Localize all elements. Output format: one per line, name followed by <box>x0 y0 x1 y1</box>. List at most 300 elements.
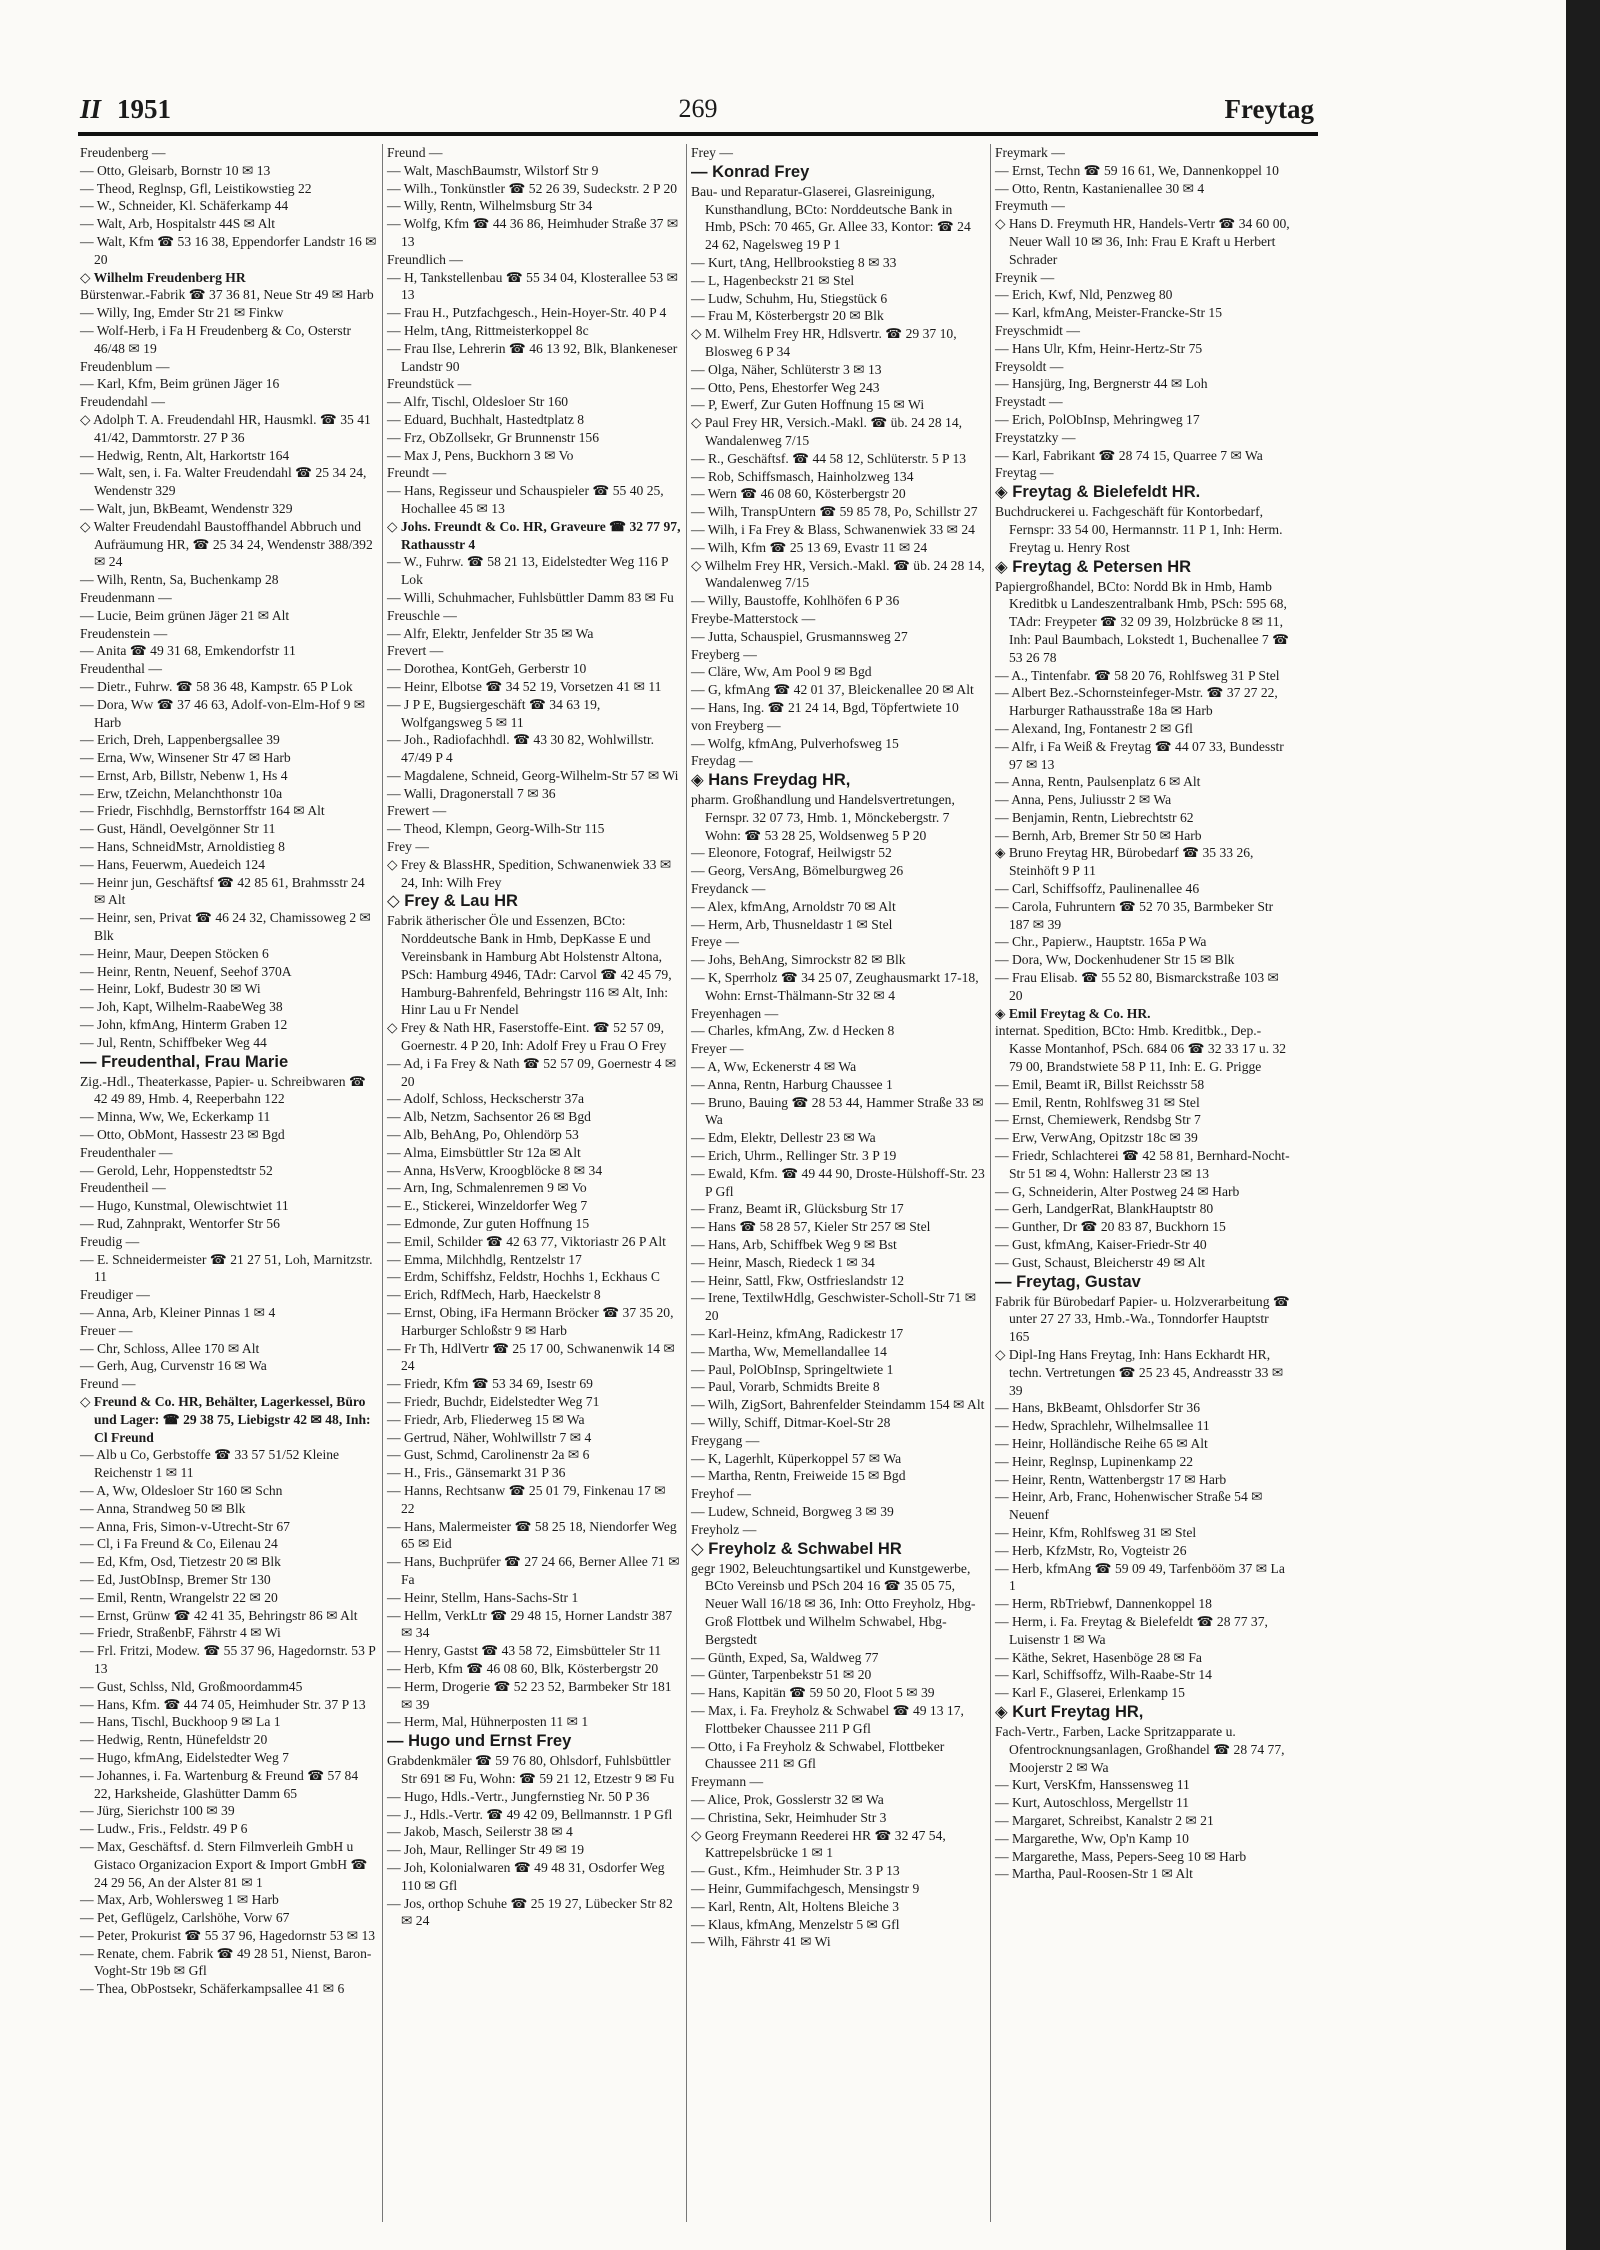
directory-entry: — Eduard, Buchhalt, Hastedtplatz 8 <box>387 411 585 427</box>
directory-entry: — Lucie, Beim grünen Jäger 21 ✉ Alt <box>80 607 290 623</box>
directory-entry: — Anna, Arb, Kleiner Pinnas 1 ✉ 4 <box>80 1305 276 1320</box>
directory-entry: — Otto, Rentn, Kastanienallee 30 ✉ 4 <box>995 180 1205 196</box>
directory-entry: — Ernst, Obing, iFa Hermann Bröcker ☎ 37 35 20, Harburger Schloßstr 9 ✉ Harb <box>387 1305 674 1338</box>
directory-entry: — Freytag, Gustav <box>995 1272 1141 1291</box>
directory-entry: — Erw, tZeichn, Melanchthonstr 10a <box>80 785 283 801</box>
directory-entry: — Hugo und Ernst Frey <box>387 1732 572 1751</box>
directory-entry: — Ed, JustObInsp, Bremer Str 130 <box>80 1571 271 1587</box>
directory-entry: — Paul, Vorarb, Schmidts Breite 8 <box>691 1379 880 1395</box>
directory-entry: — Hans Ulr, Kfm, Heinr-Hertz-Str 75 <box>995 340 1203 356</box>
directory-entry: — Gust, Schmd, Carolinenstr 2a ✉ 6 <box>387 1447 590 1463</box>
directory-entry: — Jul, Rentn, Schiffbeker Weg 44 <box>80 1034 267 1050</box>
directory-entry: — Willi, Schuhmacher, Fuhlsbüttler Damm 83 ✉ Fu <box>387 589 674 605</box>
directory-entry: ◇ Freund & Co. HR, Behälter, Lagerkessel, Büro und Lager: ☎ 29 38 75, Liebigstr 42 ✉ 48, Inh: Cl Freund <box>80 1393 371 1445</box>
directory-entry: — Ludw, Schuhm, Hu, Stiegstück 6 <box>691 290 888 306</box>
directory-entry: — Gust, Schaust, Bleicherstr 49 ✉ Alt <box>995 1254 1205 1270</box>
directory-entry: — Herb, KfzMstr, Ro, Vogteistr 26 <box>995 1542 1187 1558</box>
surname-heading: Freyholz — <box>691 1521 757 1537</box>
surname-heading: Freyschmidt — <box>995 322 1080 338</box>
directory-entry: — Heinr, Lokf, Budestr 30 ✉ Wi <box>80 981 261 997</box>
directory-entry: — Benjamin, Rentn, Liebrechtstr 62 <box>995 809 1194 825</box>
directory-entry: — E., Stickerei, Winzeldorfer Weg 7 <box>387 1198 588 1214</box>
directory-entry: — Gerh, Aug, Curvenstr 16 ✉ Wa <box>80 1358 267 1374</box>
directory-entry: — Walt, Kfm ☎ 53 16 38, Eppendorfer Landstr 16 ✉ 20 <box>80 233 377 267</box>
directory-entry: — Konrad Frey <box>691 162 810 181</box>
directory-entry: — Hedwig, Rentn, Hünefeldstr 20 <box>80 1732 268 1748</box>
directory-entry: — Frau Elisab. ☎ 55 52 80, Bismarckstraße 103 ✉ 20 <box>995 970 1279 1003</box>
directory-entry: — Wilh, i Fa Frey & Blass, Schwanenwiek 33 ✉ 24 <box>691 521 975 537</box>
directory-entry: — Hans, BkBeamt, Ohlsdorfer Str 36 <box>995 1400 1201 1416</box>
directory-entry: — W., Schneider, Kl. Schäferkamp 44 <box>80 198 289 214</box>
directory-entry: — Max J, Pens, Buckhorn 3 ✉ Vo <box>387 447 574 463</box>
directory-entry: — Karl, Schiffsoffz, Wilh-Raabe-Str 14 <box>995 1667 1212 1683</box>
directory-entry: — Martha, Ww, Memellandallee 14 <box>691 1343 887 1359</box>
directory-entry: — Ludew, Schneid, Borgweg 3 ✉ 39 <box>691 1503 894 1519</box>
directory-entry: — Alb u Co, Gerbstoffe ☎ 33 57 51/52 Kleine Reichenstr 1 ✉ 11 <box>80 1447 340 1481</box>
directory-entry: — Anna, Rentn, Paulsenplatz 6 ✉ Alt <box>995 774 1201 790</box>
directory-entry: — John, kfmAng, Hinterm Graben 12 <box>80 1017 288 1033</box>
directory-entry: — Wolf-Herb, i Fa H Freudenberg & Co, Osterstr 46/48 ✉ 19 <box>80 322 351 356</box>
directory-entry: — Willy, Schiff, Ditmar-Koel-Str 28 <box>691 1414 891 1430</box>
directory-entry: — Chr., Papierw., Hauptstr. 165a P Wa <box>995 934 1207 950</box>
surname-heading: Freudentheil — <box>80 1180 166 1196</box>
directory-entry: — Paul, PolObInsp, Springeltwiete 1 <box>691 1361 894 1377</box>
directory-entry: Fabrik für Bürobedarf Papier- u. Holzverarbeitung ☎ unter 27 27 33, Hmb.-Wa., Tonndorfer Hauptstr 165 <box>995 1293 1290 1345</box>
directory-entry: — Joh., Radiofachhdl. ☎ 43 30 82, Wohlwillstr. 47/49 P 4 <box>387 732 655 766</box>
column-3 <box>686 144 990 2222</box>
directory-entry: — Joh, Kapt, Wilhelm-RaabeWeg 38 <box>80 999 283 1015</box>
directory-entry: — Joh, Kolonialwaren ☎ 49 48 31, Osdorfer Weg 110 ✉ Gfl <box>387 1859 665 1893</box>
directory-entry: — Ernst, Arb, Billstr, Nebenw 1, Hs 4 <box>80 767 288 783</box>
directory-entry: — Anna, HsVerw, Kroogblöcke 8 ✉ 34 <box>387 1162 603 1178</box>
directory-entry: — Günter, Tarpenbekstr 51 ✉ 20 <box>691 1667 872 1683</box>
directory-entry: — J., Hdls.-Vertr. ☎ 49 42 09, Bellmannstr. 1 P Gfl <box>387 1806 673 1822</box>
directory-entry: — Dietr., Fuhrw. ☎ 58 36 48, Kampstr. 65 P Lok <box>80 678 353 694</box>
directory-entry: ◇ Frey & Nath HR, Faserstoffe-Eint. ☎ 52 57 09, Goernestr. 4 P 20, Inh: Adolf Frey u Frau O Frey <box>387 1020 667 1054</box>
column-2 <box>382 144 686 2222</box>
directory-page <box>78 92 1318 2222</box>
directory-entry: — Dora, Ww ☎ 37 46 63, Adolf-von-Elm-Hof 9 ✉ Harb <box>80 696 366 730</box>
directory-entry: ◈ Emil Freytag & Co. HR. <box>995 1005 1151 1021</box>
surname-heading: Freytag — <box>995 465 1054 481</box>
directory-entry: — Ad, i Fa Frey & Nath ☎ 52 57 09, Goernestr 4 ✉ 20 <box>387 1055 677 1089</box>
directory-entry: ◇ Wilhelm Freudenberg HR <box>80 269 246 285</box>
directory-entry: — Hans, Tischl, Buckhoop 9 ✉ La 1 <box>80 1714 281 1730</box>
directory-entry: — Heinr, Elbotse ☎ 34 52 19, Vorsetzen 41 ✉ 11 <box>387 678 662 694</box>
surname-heading: Freymuth — <box>995 198 1065 214</box>
directory-entry: — Hedw, Sprachlehr, Wilhelmsallee 11 <box>995 1418 1210 1434</box>
directory-entry: — Erna, Ww, Winsener Str 47 ✉ Harb <box>80 750 291 766</box>
directory-entry: — K, Sperrholz ☎ 34 25 07, Zeughausmarkt 17-18, Wohn: Ernst-Thälmann-Str 32 ✉ 4 <box>691 970 979 1003</box>
directory-entry: — Karl F., Glaserei, Erlenkamp 15 <box>995 1685 1185 1701</box>
directory-entry: — Frz, ObZollsekr, Gr Brunnenstr 156 <box>387 429 600 445</box>
directory-entry: — Walt, Arb, Hospitalstr 44S ✉ Alt <box>80 216 276 232</box>
directory-entry: — Frau H., Putzfachgesch., Hein-Hoyer-Str. 40 P 4 <box>387 305 667 321</box>
surname-heading: von Freyberg — <box>691 717 781 733</box>
directory-entry: — P, Ewerf, Zur Guten Hoffnung 15 ✉ Wi <box>691 397 925 413</box>
directory-entry: — Carola, Fuhruntern ☎ 52 70 35, Barmbeker Str 187 ✉ 39 <box>995 898 1274 932</box>
directory-entry: — Erich, Uhrm., Rellinger Str. 3 P 19 <box>691 1148 897 1164</box>
directory-entry: — Jürg, Sierichstr 100 ✉ 39 <box>80 1803 235 1819</box>
directory-entry: — Herm, i. Fa. Freytag & Bielefeldt ☎ 28 77 37, Luisenstr 1 ✉ Wa <box>995 1613 1268 1647</box>
directory-entry: — Willy, Rentn, Wilhelmsburg Str 34 <box>387 198 593 214</box>
directory-entry: Zig.-Hdl., Theaterkasse, Papier- u. Schreibwaren ☎ 42 49 89, Hmb. 4, Reeperbahn 122 <box>80 1073 366 1107</box>
directory-entry: — Karl, Rentn, Alt, Holtens Bleiche 3 <box>691 1898 900 1914</box>
directory-entry: — H, Tankstellenbau ☎ 55 34 04, Klosterallee 53 ✉ 13 <box>387 269 679 303</box>
directory-entry: — Anna, Strandweg 50 ✉ Blk <box>80 1500 246 1516</box>
surname-heading: Freybe-Matterstock — <box>691 610 816 626</box>
directory-entry: ◇ Paul Frey HR, Versich.-Makl. ☎ üb. 24 28 14, Wandalenweg 7/15 <box>691 415 963 448</box>
directory-entry: — K, Lagerhlt, Küperkoppel 57 ✉ Wa <box>691 1450 902 1466</box>
directory-entry: — Frl. Fritzi, Modew. ☎ 55 37 96, Hagedornstr. 53 P 13 <box>80 1643 376 1676</box>
surname-heading: Freudig — <box>80 1233 140 1249</box>
surname-heading: Freudenblum — <box>80 358 170 374</box>
directory-entry: — Karl, Fabrikant ☎ 28 74 15, Quarree 7 ✉ Wa <box>995 447 1263 463</box>
directory-entry: ◇ Georg Freymann Reederei HR ☎ 32 47 54, Kattrepelsbrücke 1 ✉ 1 <box>691 1827 946 1861</box>
directory-entry: — G, kfmAng ☎ 42 01 37, Bleickenallee 20 ✉ Alt <box>691 682 974 698</box>
directory-entry: — Emil, Schilder ☎ 42 63 77, Viktoriastr 26 P Alt <box>387 1233 666 1249</box>
surname-heading: Freynik — <box>995 269 1055 285</box>
directory-entry: — Heinr, Gummifachgesch, Mensingstr 9 <box>691 1880 920 1896</box>
directory-entry: — Charles, kfmAng, Zw. d Hecken 8 <box>691 1023 895 1039</box>
directory-entry: — Hans ☎ 58 28 57, Kieler Str 257 ✉ Stel <box>691 1219 931 1235</box>
surname-heading: Freudenthal — <box>80 661 162 677</box>
directory-entry: ◈ Bruno Freytag HR, Bürobedarf ☎ 35 33 26, Steinhöft 9 P 11 <box>995 845 1254 879</box>
surname-heading: Freystadt — <box>995 394 1063 410</box>
directory-entry: — Jakob, Masch, Seilerstr 38 ✉ 4 <box>387 1824 573 1840</box>
surname-heading: Freudendahl — <box>80 394 165 410</box>
directory-entry: — Alb, BehAng, Po, Ohlendörp 53 <box>387 1127 579 1143</box>
directory-entry: — Erich, Dreh, Lappenbergsallee 39 <box>80 732 280 748</box>
directory-entry: internat. Spedition, BCto: Hmb. Kreditbk., Dep.-Kasse Montanhof, PSch. 684 06 ☎ 32 33 17 u. 32 79 00, Brandstwiete 58 P 11, Inh: E. G. Prigge <box>995 1023 1287 1075</box>
surname-heading: Freyer — <box>691 1041 744 1057</box>
directory-entry: — Adolf, Schloss, Heckscherstr 37a <box>387 1091 585 1107</box>
directory-entry: — Olga, Näher, Schlüterstr 3 ✉ 13 <box>691 361 882 377</box>
directory-entry: — Walli, Dragonerstall 7 ✉ 36 <box>387 785 556 801</box>
directory-entry: Bürstenwar.-Fabrik ☎ 37 36 81, Neue Str 49 ✉ Harb <box>80 287 374 303</box>
directory-entry: — Alex, kfmAng, Arnoldstr 70 ✉ Alt <box>691 898 896 914</box>
directory-entry: pharm. Großhandlung und Handelsvertretungen, Fernspr. 32 07 73, Hmb. 1, Mönckebergstr. 7 Wohn: ☎ 53 28 25, Woldsenweg 5 P 20 <box>691 792 955 843</box>
directory-entry: — Hans, Kapitän ☎ 59 50 20, Floot 5 ✉ 39 <box>691 1685 935 1701</box>
directory-entry: Papiergroßhandel, BCto: Nordd Bk in Hmb, Hamb Kreditbk u Landeszentralbank Hmb, PSch: 595 68, TAdr: Freypeter ☎ 32 09 39, Holzbrücke 8 ✉ 11, Inh: Paul Baumbach, Lokstedt 1, Buchenallee 7 ☎ 53 26 78 <box>995 578 1290 665</box>
surname-heading: Frevert — <box>387 643 444 659</box>
scan-edge <box>1566 0 1600 2250</box>
directory-entry: — Wilh., Tonkünstler ☎ 52 26 39, Sudeckstr. 2 P 20 <box>387 180 678 196</box>
surname-heading: Freyberg — <box>691 646 757 662</box>
directory-entry: — Alma, Eimsbüttler Str 12a ✉ Alt <box>387 1144 581 1160</box>
directory-entry: — Franz, Beamt iR, Glücksburg Str 17 <box>691 1201 904 1217</box>
surname-heading: Freund — <box>387 145 443 160</box>
directory-entry: ◇ Freyholz & Schwabel HR <box>691 1539 902 1558</box>
column-container <box>78 144 1318 2222</box>
directory-entry: — Freudenthal, Frau Marie <box>80 1052 289 1071</box>
surname-heading: Freymark — <box>995 145 1065 160</box>
surname-heading: Freudenstein — <box>80 625 168 641</box>
directory-entry: — Johannes, i. Fa. Wartenburg & Freund ☎ 57 84 22, Harksheide, Glashütter Damm 65 <box>80 1767 359 1801</box>
surname-heading: Freymann — <box>691 1774 764 1790</box>
directory-entry: — Hans, Ing. ☎ 21 24 14, Bgd, Töpfertwiete 10 <box>691 699 959 715</box>
directory-entry: — Margaret, Schreibst, Kanalstr 2 ✉ 21 <box>995 1812 1214 1828</box>
directory-entry: ◇ M. Wilhelm Frey HR, Hdlsvertr. ☎ 29 37 10, Blosweg 6 P 34 <box>691 326 957 359</box>
directory-entry: — Margarethe, Mass, Pepers-Seeg 10 ✉ Harb <box>995 1848 1247 1864</box>
page-number: 269 <box>678 94 718 123</box>
directory-entry: — A, Ww, Eckenerstr 4 ✉ Wa <box>691 1059 857 1075</box>
directory-entry: — Wolfg, Kfm ☎ 44 36 86, Heimhuder Straße 37 ✉ 13 <box>387 216 679 249</box>
column-4 <box>990 144 1294 2222</box>
directory-entry: — Hugo, Hdls.-Vertr., Jungfernstieg Nr. 50 P 36 <box>387 1788 650 1804</box>
surname-heading: Freystatzky — <box>995 429 1076 445</box>
directory-entry: — Emil, Rentn, Wrangelstr 22 ✉ 20 <box>80 1589 278 1605</box>
directory-entry: — Erich, PolObInsp, Mehringweg 17 <box>995 411 1200 427</box>
directory-entry: — Renate, chem. Fabrik ☎ 49 28 51, Nienst, Baron-Voght-Str 19b ✉ Gfl <box>80 1945 372 1979</box>
surname-heading: Freydanck — <box>691 881 766 897</box>
surname-heading: Freudenberg — <box>80 145 166 160</box>
directory-entry: Grabdenkmäler ☎ 59 76 80, Ohlsdorf, Fuhlsbüttler Str 691 ✉ Fu, Wohn: ☎ 59 21 12, Etzestr 9 ✉ Fu <box>387 1753 675 1786</box>
directory-entry: — Friedr, Fischhdlg, Bernstorffstr 164 ✉ Alt <box>80 803 325 819</box>
directory-entry: — Jutta, Schauspiel, Grusmannsweg 27 <box>691 628 908 644</box>
directory-entry: — Thea, ObPostsekr, Schäferkampsallee 41 ✉ 6 <box>80 1981 345 1997</box>
directory-entry: — Heinr, Holländische Reihe 65 ✉ Alt <box>995 1435 1208 1451</box>
directory-entry: — W., Fuhrw. ☎ 58 21 13, Eidelstedter Weg 116 P Lok <box>387 554 669 588</box>
directory-entry: — Frau Ilse, Lehrerin ☎ 46 13 92, Blk, Blankeneser Landstr 90 <box>387 340 678 374</box>
surname-heading: Freundt — <box>387 465 447 481</box>
directory-entry: — Georg, VersAng, Bömelburgweg 26 <box>691 863 904 879</box>
directory-entry: gegr 1902, Beleuchtungsartikel und Kunstgewerbe, BCto Vereinsb und PSch 204 16 ☎ 35 05 75, Neuer Wall 16/18 ✉ 36, Inh: Otto Freyholz, Hbg-Groß Flottbek und Wilhelm Schwabel, Hbg-Bergstedt <box>691 1560 976 1647</box>
directory-entry: — Alexand, Ing, Fontanestr 2 ✉ Gfl <box>995 720 1193 736</box>
directory-entry: — Frau M, Kösterbergstr 20 ✉ Blk <box>691 308 884 324</box>
directory-entry: — Chr, Schloss, Allee 170 ✉ Alt <box>80 1340 260 1356</box>
directory-entry: — Dorothea, KontGeh, Gerberstr 10 <box>387 661 587 677</box>
directory-entry: — Hans, Buchprüfer ☎ 27 24 66, Berner Allee 71 ✉ Fa <box>387 1554 680 1587</box>
directory-entry: — Dora, Ww, Dockenhudener Str 15 ✉ Blk <box>995 952 1235 968</box>
directory-entry: — Hellm, VerkLtr ☎ 29 48 15, Horner Landstr 387 ✉ 34 <box>387 1607 673 1641</box>
directory-entry: — Anita ☎ 49 31 68, Emkendorfstr 11 <box>80 643 296 659</box>
directory-entry: ◈ Hans Freydag HR, <box>691 771 851 790</box>
directory-entry: — Wilh, TranspUntern ☎ 59 85 78, Po, Schillstr 27 <box>691 504 978 520</box>
directory-entry: — Heinr, Rentn, Neuenf, Seehof 370A <box>80 963 292 979</box>
directory-entry: — Heinr, Rentn, Wattenbergstr 17 ✉ Harb <box>995 1471 1227 1487</box>
directory-entry: — Max, Geschäftsf. d. Stern Filmverleih GmbH u Gistaco Organizacion Export & Import GmbH ☎ 24 29 56, An der Alster 81 ✉ 1 <box>80 1838 368 1890</box>
directory-entry: — Alfr, Tischl, Oldesloer Str 160 <box>387 394 569 410</box>
directory-entry: — Henry, Gastst ☎ 43 58 72, Eimsbütteler Str 11 <box>387 1643 662 1659</box>
volume-number: II <box>80 94 102 124</box>
directory-entry: — Albert Bez.-Schornsteinfeger-Mstr. ☎ 37 27 22, Harburger Rathausstraße 18a ✉ Harb <box>995 685 1278 719</box>
surname-heading: Freudenthaler — <box>80 1144 173 1160</box>
directory-entry: — Wilh, Fährstr 41 ✉ Wi <box>691 1934 831 1950</box>
directory-entry: — Magdalene, Schneid, Georg-Wilhelm-Str 57 ✉ Wi <box>387 767 679 783</box>
directory-entry: — Hans, Regisseur und Schauspieler ☎ 55 40 25, Hochallee 45 ✉ 13 <box>387 483 664 516</box>
directory-entry: ◇ Adolph T. A. Freudendahl HR, Hausmkl. ☎ 35 41 41/42, Dammtorstr. 27 P 36 <box>80 411 371 445</box>
directory-entry: — Martha, Paul-Roosen-Str 1 ✉ Alt <box>995 1866 1193 1882</box>
directory-entry: — Friedr, Schlachterei ☎ 42 58 81, Bernhard-Nocht-Str 51 ✉ 4, Wohn: Hallerstr 23 ✉ 13 <box>995 1148 1290 1181</box>
directory-entry: — Heinr, Sattl, Fkw, Ostfrieslandstr 12 <box>691 1272 905 1288</box>
directory-entry: — Anna, Rentn, Harburg Chaussee 1 <box>691 1076 893 1092</box>
directory-entry: — Cläre, Ww, Am Pool 9 ✉ Bgd <box>691 664 872 680</box>
directory-entry: — Ernst, Techn ☎ 59 16 61, We, Dannenkoppel 10 <box>995 162 1279 178</box>
directory-entry: — Otto, Gleisarb, Bornstr 10 ✉ 13 <box>80 162 271 178</box>
directory-entry: — Irene, TextilwHdlg, Geschwister-Scholl-Str 71 ✉ 20 <box>691 1290 977 1324</box>
directory-entry: — Theod, Reglnsp, Gfl, Leistikowstieg 22 <box>80 180 312 196</box>
directory-entry: — Gust., Kfm., Heimhuder Str. 3 P 13 <box>691 1863 900 1879</box>
surname-heading: Freyenhagen — <box>691 1005 779 1021</box>
directory-entry: ◈ Freytag & Petersen HR <box>995 557 1192 576</box>
directory-entry: — Heinr jun, Geschäftsf ☎ 42 85 61, Brahmsstr 24 ✉ Alt <box>80 874 365 908</box>
directory-entry: — Johs, BehAng, Simrockstr 82 ✉ Blk <box>691 952 906 968</box>
directory-entry: — Friedr, Arb, Fliederweg 15 ✉ Wa <box>387 1411 585 1427</box>
directory-entry: ◇ Walter Freudendahl Baustoffhandel Abbruch und Aufräumung HR, ☎ 25 34 24, Wendenstr 388/392 ✉ 24 <box>80 518 373 570</box>
directory-entry: — Margarethe, Ww, Op'n Kamp 10 <box>995 1830 1189 1846</box>
surname-heading: Freundlich — <box>387 251 463 267</box>
directory-entry: — Günth, Exped, Sa, Waldweg 77 <box>691 1649 879 1665</box>
directory-entry: — Emil, Beamt iR, Billst Reichsstr 58 <box>995 1076 1205 1092</box>
directory-entry: — Erw, VerwAng, Opitzstr 18c ✉ 39 <box>995 1130 1198 1146</box>
directory-entry: — Heinr, Reglnsp, Lupinenkamp 22 <box>995 1453 1194 1469</box>
surname-heading: Frewert — <box>387 803 447 819</box>
directory-entry: — Gust, Schlss, Nld, Großmoordamm45 <box>80 1678 303 1694</box>
year: 1951 <box>117 94 172 124</box>
directory-entry: Fach-Vertr., Farben, Lacke Spritzapparate u. Ofentrocknungsanlagen, Großhandel ☎ 28 74 77, Moojerstr 2 ✉ Wa <box>995 1723 1285 1775</box>
directory-entry: — Bruno, Bauing ☎ 28 53 44, Hammer Straße 33 ✉ Wa <box>691 1094 984 1128</box>
directory-entry: — Gerold, Lehr, Hoppenstedtstr 52 <box>80 1162 273 1178</box>
directory-entry: — Kurt, VersKfm, Hanssensweg 11 <box>995 1777 1190 1793</box>
directory-entry: — Erich, RdfMech, Harb, Haeckelstr 8 <box>387 1287 601 1303</box>
surname-heading: Freuer — <box>80 1322 133 1338</box>
directory-entry: — Ed, Kfm, Osd, Tietzestr 20 ✉ Blk <box>80 1554 281 1570</box>
directory-entry: ◇ Johs. Freundt & Co. HR, Graveure ☎ 32 77 97, Rathausstr 4 <box>387 518 681 552</box>
directory-entry: — Walt, MaschBaumstr, Wilstorf Str 9 <box>387 162 599 178</box>
directory-entry: — Emil, Rentn, Rohlfsweg 31 ✉ Stel <box>995 1094 1200 1110</box>
directory-entry: — Ernst, Grünw ☎ 42 41 35, Behringstr 86 ✉ Alt <box>80 1607 358 1623</box>
directory-entry: — E. Schneidermeister ☎ 21 27 51, Loh, Marnitzstr. 11 <box>80 1251 373 1285</box>
directory-entry: ◇ Hans D. Freymuth HR, Handels-Vertr ☎ 34 60 00, Neuer Wall 10 ✉ 36, Inh: Frau E Kraft u Herbert Schrader <box>995 216 1290 267</box>
directory-entry: — Otto, ObMont, Hassestr 23 ✉ Bgd <box>80 1127 285 1143</box>
directory-entry: — Minna, Ww, We, Eckerkamp 11 <box>80 1109 271 1125</box>
directory-entry: ◇ Frey & Lau HR <box>387 892 518 911</box>
surname-heading: Frey — <box>387 839 429 855</box>
directory-entry: — Gertrud, Näher, Wohlwillstr 7 ✉ 4 <box>387 1429 592 1445</box>
surname-heading: Frey — <box>691 145 733 160</box>
directory-entry: — Gerh, LandgerRat, BlankHauptstr 80 <box>995 1201 1214 1217</box>
directory-entry: — H., Fris., Gänsemarkt 31 P 36 <box>387 1465 566 1481</box>
directory-entry: — Peter, Prokurist ☎ 55 37 96, Hagedornstr 53 ✉ 13 <box>80 1927 376 1943</box>
directory-entry: — Herb, kfmAng ☎ 59 09 49, Tarfenbööm 37 ✉ La 1 <box>995 1560 1285 1594</box>
directory-entry: — Martha, Rentn, Freiweide 15 ✉ Bgd <box>691 1468 906 1484</box>
directory-entry: — Hans, Feuerwm, Auedeich 124 <box>80 856 265 872</box>
directory-entry: — Walt, sen, i. Fa. Walter Freudendahl ☎ 25 34 24, Wendenstr 329 <box>80 465 367 499</box>
page-header <box>78 92 1318 136</box>
directory-entry: — Klaus, kfmAng, Menzelstr 5 ✉ Gfl <box>691 1916 900 1932</box>
directory-entry: — Herm, Arb, Thusneldastr 1 ✉ Stel <box>691 916 893 932</box>
directory-entry: — Herm, Mal, Hühnerposten 11 ✉ 1 <box>387 1714 589 1730</box>
directory-entry: — Willy, Ing, Emder Str 21 ✉ Finkw <box>80 305 284 321</box>
header-keyword: Freytag <box>1224 94 1314 124</box>
column-1 <box>78 144 382 2222</box>
directory-entry: — Heinr, Stellm, Hans-Sachs-Str 1 <box>387 1589 579 1605</box>
directory-entry: — Wern ☎ 46 08 60, Kösterbergstr 20 <box>691 486 906 502</box>
directory-entry: — Bernh, Arb, Bremer Str 50 ✉ Harb <box>995 827 1202 843</box>
surname-heading: Freuschle — <box>387 607 457 623</box>
directory-entry: — Hansjürg, Ing, Bergnerstr 44 ✉ Loh <box>995 376 1208 392</box>
directory-entry: — Heinr, sen, Privat ☎ 46 24 32, Chamissoweg 2 ✉ Blk <box>80 910 371 944</box>
directory-entry: — Karl, kfmAng, Meister-Francke-Str 15 <box>995 305 1222 321</box>
directory-entry: — Heinr, Maur, Deepen Stöcken 6 <box>80 945 269 961</box>
directory-entry: — Pet, Geflügelz, Carlshöhe, Vorw 67 <box>80 1910 290 1926</box>
directory-entry: — Heinr, Arb, Franc, Hohenwischer Straße 54 ✉ Neuenf <box>995 1489 1263 1523</box>
directory-entry: — Alice, Prok, Gosslerstr 32 ✉ Wa <box>691 1791 884 1807</box>
directory-entry: — J P E, Bugsiergeschäft ☎ 34 63 19, Wolfgangsweg 5 ✉ 11 <box>387 696 601 730</box>
directory-entry: — Kurt, Autoschloss, Mergellstr 11 <box>995 1795 1190 1811</box>
directory-entry: — Hans, SchneidMstr, Arnoldistieg 8 <box>80 839 285 855</box>
surname-heading: Freund — <box>80 1376 136 1392</box>
directory-entry: — Herm, RbTriebwf, Dannenkoppel 18 <box>995 1596 1212 1612</box>
directory-entry: — Wilh, Kfm ☎ 25 13 69, Evastr 11 ✉ 24 <box>691 539 928 555</box>
surname-heading: Freye — <box>691 934 739 950</box>
surname-heading: Freudenmann — <box>80 589 172 605</box>
directory-entry: — R., Geschäftsf. ☎ 44 58 12, Schlüterstr. 5 P 13 <box>691 450 967 466</box>
directory-entry: — Erich, Kwf, Nld, Penzweg 80 <box>995 287 1173 303</box>
directory-entry: — Cl, i Fa Freund & Co, Eilenau 24 <box>80 1536 278 1552</box>
directory-entry: Fabrik ätherischer Öle und Essenzen, BCto: Norddeutsche Bank in Hmb, DepKasse E und Vereinsbank in Hamburg Abt Holstenstr Altona, PSch: Hamburg 4946, TAdr: Carvol ☎ 42 45 79, Hamburg-Bahrenfeld, Behringstr 116 ✉ Alt, Inh: Hinr Lau u Fr Nendel <box>387 913 672 1018</box>
directory-entry: Bau- und Reparatur-Glaserei, Glasreinigung, Kunsthandlung, BCto: Norddeutsche Bank in Hmb, PSch: 70 465, Gr. Allee 33, Kontor: ☎ 24 24 62, Nagelsweg 19 P 1 <box>691 183 971 253</box>
directory-entry: — A., Tintenfabr. ☎ 58 20 76, Rohlfsweg 31 P Stel <box>995 667 1280 683</box>
directory-entry: — Ernst, Chemiewerk, Rendsbg Str 7 <box>995 1112 1201 1128</box>
surname-heading: Freundstück — <box>387 376 472 392</box>
directory-entry: — Otto, i Fa Freyholz & Schwabel, Flottbeker Chaussee 211 ✉ Gfl <box>691 1738 945 1772</box>
directory-entry: — Max, i. Fa. Freyholz & Schwabel ☎ 49 13 17, Flottbeker Chaussee 211 P Gfl <box>691 1702 964 1736</box>
directory-entry: — Emma, Milchhdlg, Rentzelstr 17 <box>387 1251 582 1267</box>
directory-entry: — Rob, Schiffsmasch, Hainholzweg 134 <box>691 468 914 484</box>
directory-entry: — Joh, Maur, Rellinger Str 49 ✉ 19 <box>387 1842 584 1858</box>
directory-entry: — Ewald, Kfm. ☎ 49 44 90, Droste-Hülshoff-Str. 23 P Gfl <box>691 1165 985 1199</box>
directory-entry: — Ludw., Fris., Feldstr. 49 P 6 <box>80 1821 248 1837</box>
directory-entry: — Friedr, Buchdr, Eidelstedter Weg 71 <box>387 1393 600 1409</box>
directory-entry: — Herb, Kfm ☎ 46 08 60, Blk, Kösterbergstr 20 <box>387 1660 659 1676</box>
directory-entry: ◇ Dipl-Ing Hans Freytag, Inh: Hans Eckhardt HR, techn. Vertretungen ☎ 25 23 45, Andreasstr 33 ✉ 39 <box>995 1347 1284 1398</box>
directory-entry: ◇ Wilhelm Frey HR, Versich.-Makl. ☎ üb. 24 28 14, Wandalenweg 7/15 <box>691 557 985 591</box>
directory-entry: — Jos, orthop Schuhe ☎ 25 19 27, Lübecker Str 82 ✉ 24 <box>387 1895 673 1929</box>
directory-entry: — Kurt, tAng, Hellbrookstieg 8 ✉ 33 <box>691 254 897 270</box>
directory-entry: — Max, Arb, Wohlersweg 1 ✉ Harb <box>80 1892 279 1908</box>
directory-entry: — Willy, Baustoffe, Kohlhöfen 6 P 36 <box>691 593 900 609</box>
directory-entry: — Anna, Fris, Simon-v-Utrecht-Str 67 <box>80 1518 290 1534</box>
surname-heading: Freysoldt — <box>995 358 1064 374</box>
directory-entry: ◈ Freytag & Bielefeldt HR. <box>995 483 1201 502</box>
directory-entry: — Gust, kfmAng, Kaiser-Friedr-Str 40 <box>995 1237 1207 1253</box>
directory-entry: — Herm, Drogerie ☎ 52 23 52, Barmbeker Str 181 ✉ 39 <box>387 1678 672 1712</box>
surname-heading: Freudiger — <box>80 1287 150 1303</box>
surname-heading: Freygang — <box>691 1432 760 1448</box>
directory-entry: — Alfr, Elektr, Jenfelder Str 35 ✉ Wa <box>387 625 594 641</box>
directory-entry: — Hans, Arb, Schiffbek Weg 9 ✉ Bst <box>691 1237 897 1253</box>
directory-entry: — Theod, Klempn, Georg-Wilh-Str 115 <box>387 821 605 837</box>
directory-entry: — L, Hagenbeckstr 21 ✉ Stel <box>691 272 855 288</box>
directory-entry: — Edm, Elektr, Dellestr 23 ✉ Wa <box>691 1130 876 1146</box>
directory-entry: — Wilh, Rentn, Sa, Buchenkamp 28 <box>80 572 279 588</box>
directory-entry: — Wilh, ZigSort, Bahrenfelder Steindamm 154 ✉ Alt <box>691 1397 985 1413</box>
directory-entry: — Hans, Kfm. ☎ 44 74 05, Heimhuder Str. 37 P 13 <box>80 1696 366 1712</box>
directory-entry: — Hans, Malermeister ☎ 58 25 18, Niendorfer Weg 65 ✉ Eid <box>387 1518 677 1552</box>
directory-entry: — Gunther, Dr ☎ 20 83 87, Buckhorn 15 <box>995 1219 1226 1235</box>
directory-entry: — Eleonore, Fotograf, Heilwigstr 52 <box>691 845 892 861</box>
directory-entry: ◈ Kurt Freytag HR, <box>995 1702 1144 1721</box>
directory-entry: — Karl, Kfm, Beim grünen Jäger 16 <box>80 376 280 392</box>
directory-entry: — Arn, Ing, Schmalenremen 9 ✉ Vo <box>387 1180 587 1196</box>
directory-entry: — Gust, Händl, Oevelgönner Str 11 <box>80 821 276 837</box>
surname-heading: Freyhof — <box>691 1486 752 1502</box>
directory-entry: — Heinr, Masch, Riedeck 1 ✉ 34 <box>691 1254 875 1270</box>
directory-entry: — Käthe, Sekret, Hasenböge 28 ✉ Fa <box>995 1649 1202 1665</box>
directory-entry: — A, Ww, Oldesloer Str 160 ✉ Schn <box>80 1482 283 1498</box>
